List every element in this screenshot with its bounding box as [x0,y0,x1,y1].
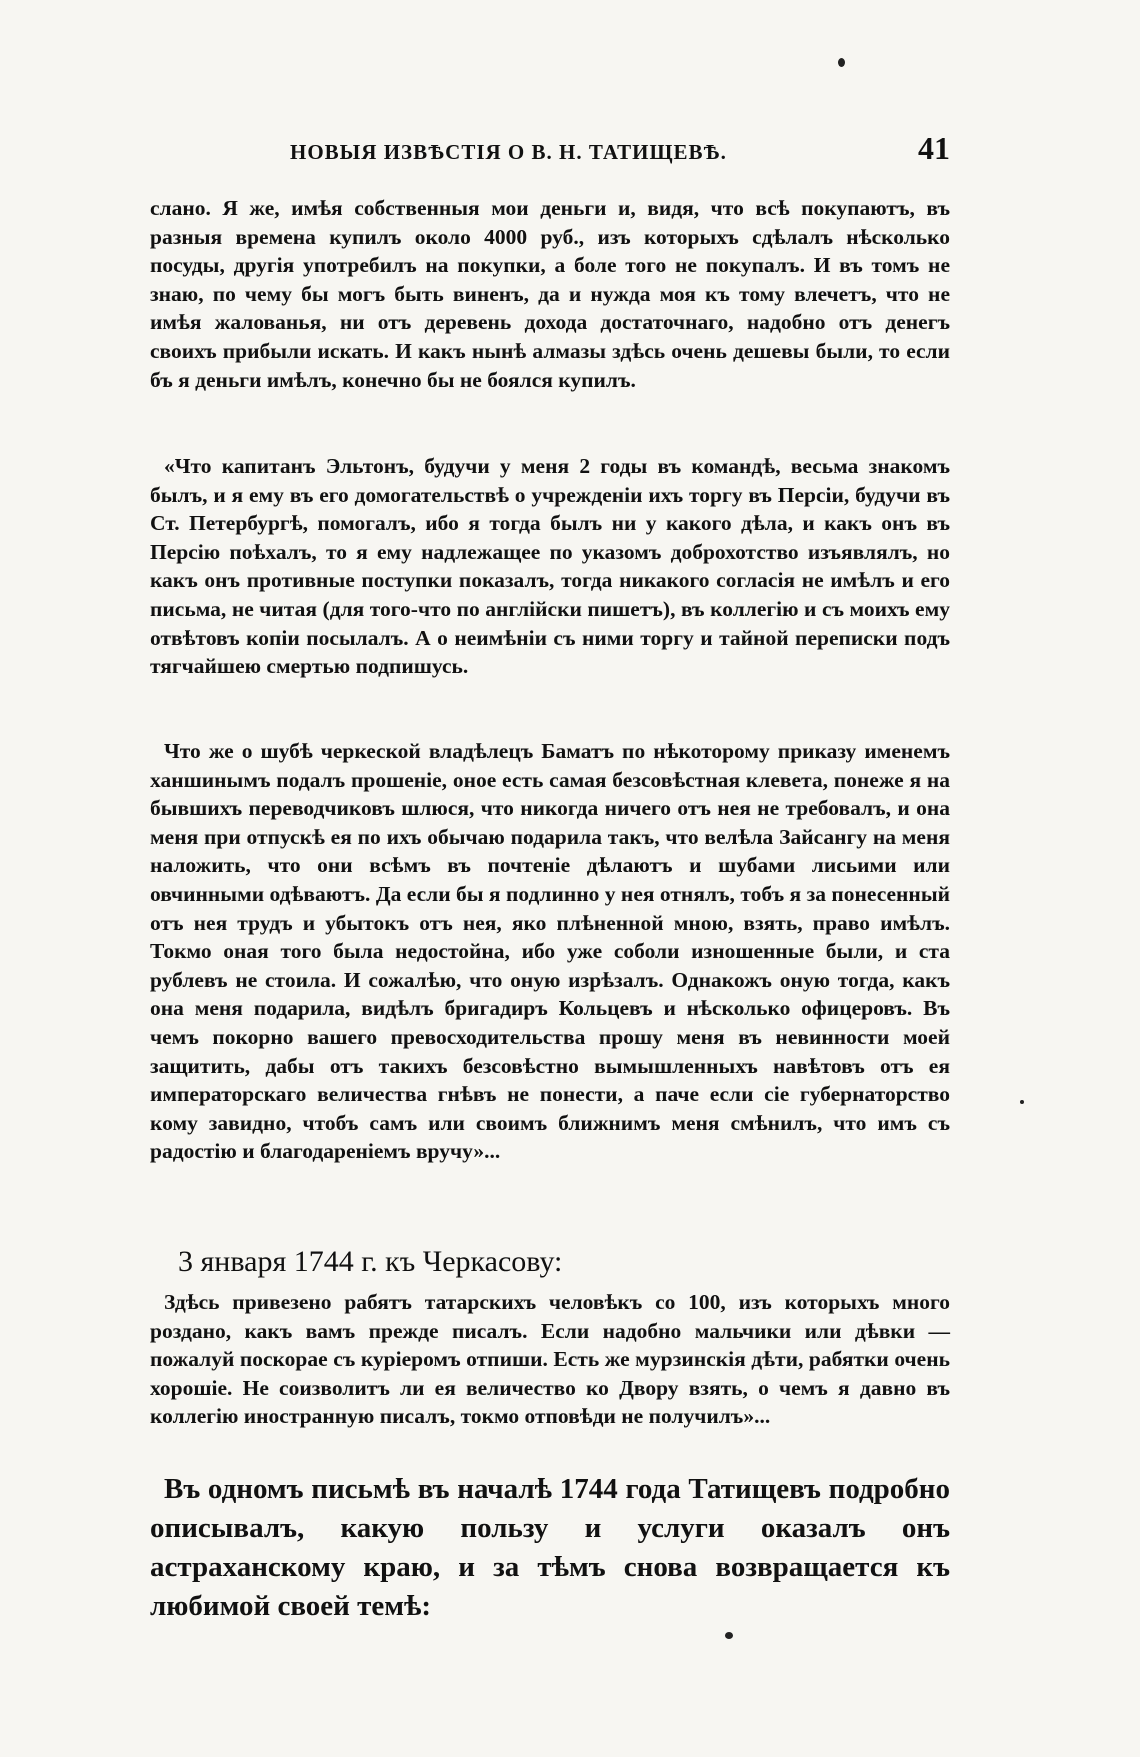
paragraph-4: Здѣсь привезено рабятъ татарскихъ человѣкъ со 100, изъ которыхъ много роздано, какъ вамъ прежде писалъ. Если надобно мальчики или дѣвки — пожалуй поскорае съ куріеромъ отпиши. Есть же мурзинскія дѣти, рабятки очень хорошіе. Не соизволитъ ли ея величество ко Двору взять, о чемъ я давно въ коллегію иностранную писалъ, токмо отповѣди не получилъ»... [150,1290,950,1429]
paragraph-quote [150,452,950,681]
paragraph-fur-coat [150,737,950,1166]
letter-date-heading: 3 января 1744 г. къ Черкасову: [178,1245,563,1278]
paragraph-1: слано. Я же, имѣя собственныя мои деньги и, видя, что всѣ покупаютъ, въ разныя времена купилъ около 4000 руб., изъ которыхъ сдѣлалъ нѣсколько посуды, другія употребилъ на покупки, а боле того не покупалъ. И въ томъ не знаю, по чему бы могъ быть виненъ, да и нужда моя къ тому влечетъ, что не имѣя жалованья, ни отъ деревень дохода достаточнаго, надобно отъ денегъ своихъ прибыли искать. И какъ нынѣ алмазы здѣсь очень дешевы были, то если бъ я деньги имѣлъ, конечно бы не боялся купилъ. [150,196,950,392]
ink-speck [725,1632,733,1639]
paragraph-narrative [150,1470,950,1626]
paragraph-letter [150,1288,950,1431]
ink-speck [838,58,845,67]
paragraph-continuation [150,194,950,394]
paragraph-2: «Что капитанъ Эльтонъ, будучи у меня 2 годы въ командѣ, весьма знакомъ былъ, и я ему въ его домогательствѣ о учрежденіи ихъ торгу въ Персіи, будучи въ Ст. Петербургѣ, помогалъ, ибо я тогда былъ ни у какого дѣла, и какъ онъ въ Персію поѣхалъ, то я ему надлежащее по указомъ доброхотство изъявлялъ, но какъ онъ противные поступки показалъ, тогда никакого согласія не имѣлъ и его письма, не читая (для того-что по англійски пишетъ), въ коллегію и съ моихъ ему отвѣтовъ копіи посылалъ. А о неимѣніи съ ними торгу и тайной переписки подъ тягчайшею смертью подпишусь. [150,454,950,679]
paragraph-5: Въ одномъ письмѣ въ началѣ 1744 года Татищевъ подробно описывалъ, какую пользу и услуги оказалъ онъ астраханскому краю, и за тѣмъ снова возвращается къ любимой своей темѣ: [150,1473,950,1622]
page-number: 41 [918,130,950,166]
paragraph-3: Что же о шубѣ черкеской владѣлецъ Баматъ по нѣкоторому приказу именемъ ханшинымъ подалъ прошеніе, оное есть самая безсовѣстная клевета, понеже я на бывшихъ переводчиковъ шлюся, что никогда ничего отъ нея не требовалъ, и она меня при отпускѣ ея по ихъ обычаю подарила такъ, что велѣла Зайсангу на меня наложить, что они всѣмъ въ почтеніе дѣлаютъ и шубами лисьими или овчинными одѣваютъ. Да если бы я подлинно у нея отнялъ, тобъ я за понесенный отъ нея трудъ и убытокъ отъ нея, яко плѣненной мною, взять, право имѣлъ. Токмо оная того была недостойна, ибо уже соболи изношенные были, и ста рублевъ не стоила. И сожалѣю, что оную изрѣзалъ. Однакожъ оную тогда, какъ она меня подарила, видѣлъ бригадиръ Кольцевъ и нѣсколько офицеровъ. Въ чемъ покорно вашего превосходительства прошу меня въ невинности моей защитить, дабы отъ такихъ безсовѣстно вымышленныхъ навѣтовъ отъ ея императорскаго величества гнѣвъ не понести, а паче если сіе губернаторство кому завидно, чтобъ самъ или своимъ ближнимъ меня смѣнилъ, что имъ съ радостію и благодареніемъ вручу»... [150,739,950,1164]
ink-speck [1020,1100,1024,1104]
running-head: НОВЫЯ ИЗВѢСТІЯ О В. Н. ТАТИЩЕВѢ. [290,140,727,164]
page-header [150,130,950,170]
